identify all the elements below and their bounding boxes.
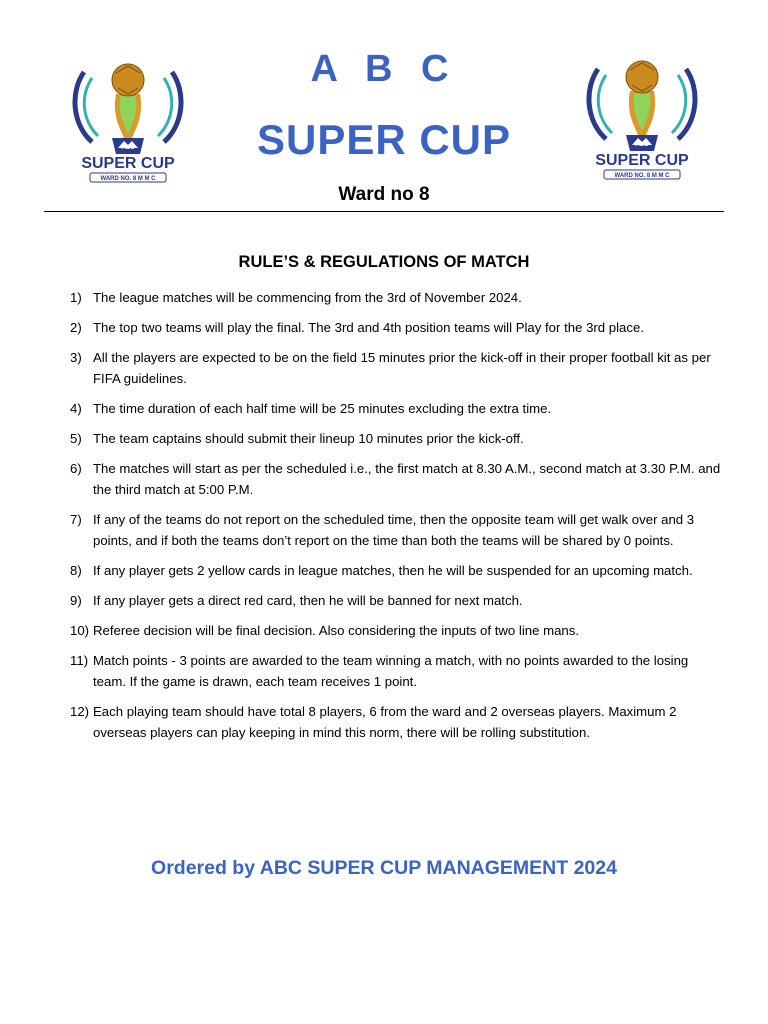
- logo-ribbon-text-left: WARD NO. 8 M M C: [100, 176, 156, 182]
- rule-number: 12): [70, 704, 90, 719]
- logo-wordmark-left: SUPER CUP: [81, 155, 175, 172]
- list-item: [70, 458, 722, 500]
- header-divider: [44, 211, 724, 212]
- rules-list: [70, 287, 722, 752]
- rule-number: 5): [70, 431, 82, 446]
- list-item: [70, 701, 722, 743]
- list-item: [70, 650, 722, 692]
- rule-text: If any player gets a direct red card, then he will be banned for next match.: [93, 593, 523, 608]
- rule-text: The league matches will be commencing from the 3rd of November 2024.: [93, 290, 522, 305]
- list-item: [70, 509, 722, 551]
- page-title-super-cup: SUPER CUP: [256, 116, 512, 163]
- page-subtitle-ward: Ward no 8: [338, 184, 430, 205]
- rule-number: 9): [70, 593, 82, 608]
- rule-text: The team captains should submit their lineup 10 minutes prior the kick-off.: [93, 431, 524, 446]
- list-item: [70, 428, 722, 449]
- rule-text: All the players are expected to be on the field 15 minutes prior the kick-off in their proper football kit as per FIFA guidelines.: [93, 350, 711, 386]
- list-item: [70, 560, 722, 581]
- logo-badge-text-left: ABC: [121, 145, 135, 151]
- rule-number: 2): [70, 320, 82, 335]
- rule-text: The time duration of each half time will be 25 minutes excluding the extra time.: [93, 401, 552, 416]
- rule-number: 4): [70, 401, 82, 416]
- rule-text: Referee decision will be final decision. Also considering the inputs of two line mans.: [93, 623, 580, 638]
- rule-number: 7): [70, 512, 82, 527]
- rule-text: Match points - 3 points are awarded to the team winning a match, with no points awarded to the losing team. If the game is drawn, each team receives 1 point.: [93, 653, 689, 689]
- rule-text: If any of the teams do not report on the scheduled time, then the opposite team will get walk over and 3 points, and if both the teams don’t report on the time than both the teams will be shared by 0 points.: [93, 512, 695, 548]
- list-item: [70, 287, 722, 308]
- rule-text: Each playing team should have total 8 players, 6 from the ward and 2 overseas players. Maximum 2 overseas players can play keeping in mind this norm, there will be rolling substitution.: [93, 704, 677, 740]
- list-item: [70, 398, 722, 419]
- rule-number: 11): [70, 653, 89, 668]
- list-item: [70, 590, 722, 611]
- rule-text: The top two teams will play the final. The 3rd and 4th position teams will Play for the 3rd place.: [93, 320, 644, 335]
- list-item: [70, 317, 722, 338]
- list-item: [70, 620, 722, 641]
- logo-wordmark-right: SUPER CUP: [595, 152, 689, 169]
- page-title-abc: A B C: [310, 48, 458, 90]
- rule-text: The matches will start as per the scheduled i.e., the first match at 8.30 A.M., second match at 3.30 P.M. and the third match at 5:00 P.M.: [93, 461, 721, 497]
- rule-number: 10): [70, 623, 90, 638]
- list-item: [70, 347, 722, 389]
- rule-text: If any player gets 2 yellow cards in league matches, then he will be suspended for an upcoming match.: [93, 563, 693, 578]
- rule-number: 3): [70, 350, 82, 365]
- rule-number: 6): [70, 461, 82, 476]
- logo-ribbon-text-right: WARD NO. 8 M M C: [614, 173, 670, 179]
- rules-heading: RULE’S & REGULATIONS OF MATCH: [238, 253, 530, 271]
- logo-badge-text-right: ABC: [635, 142, 649, 148]
- footer-ordered-by: Ordered by ABC SUPER CUP MANAGEMENT 2024: [151, 857, 617, 879]
- rule-number: 8): [70, 563, 82, 578]
- rule-number: 1): [70, 290, 82, 305]
